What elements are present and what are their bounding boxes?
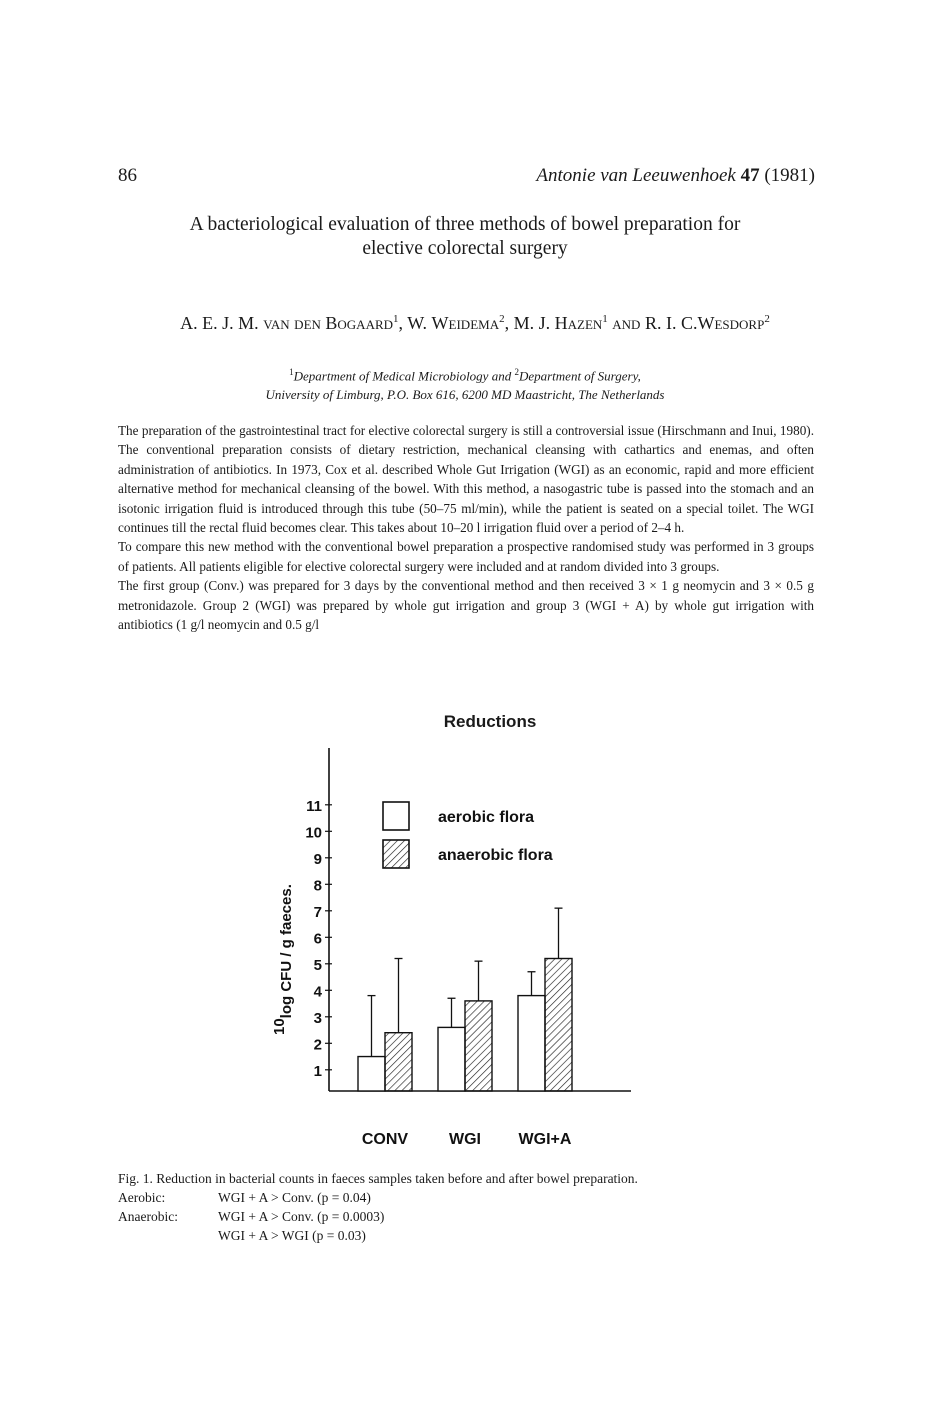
- legend-swatch-0: [383, 802, 409, 830]
- article-title: [120, 213, 810, 261]
- running-head: [536, 165, 815, 187]
- author-2: W. Weidema$^2$: [407, 313, 505, 333]
- title-line-2: elective colorectal surgery: [362, 238, 568, 259]
- stat-row-anaerobic-2: WGI + A > WGI (p = 0.03): [218, 1228, 366, 1243]
- bar-anaerobic-wgiplusa: [545, 959, 572, 1092]
- y-tick-label: 6: [313, 930, 322, 948]
- author-4: R. I. C.Wesdorp$^2$: [644, 313, 770, 333]
- y-tick-label: 4: [313, 983, 322, 1001]
- y-tick-label: 5: [313, 956, 322, 974]
- affiliation-line-1: $^1$Department of Medical Microbiology and $^2$Department of Surgery,: [289, 367, 641, 384]
- x-category-label: CONV: [361, 1131, 409, 1148]
- stat-row-anaerobic: Anaerobic: WGI + A > Conv. (p = 0.0003): [118, 1209, 385, 1224]
- author-list: A. E. J. M. van den Bogaard$^1$, W. Weidema$^2$, M. J. Hazen$^1$ and R. I. C.Wesdorp$^2$: [180, 313, 770, 333]
- bar-aerobic-wgiplusa: [518, 996, 545, 1091]
- author-1: A. E. J. M. van den Bogaard$^1$: [180, 313, 399, 333]
- stat-row-aerobic: Aerobic: WGI + A > Conv. (p = 0.04): [118, 1190, 371, 1205]
- y-tick-label: 10: [305, 824, 322, 842]
- journal-volume: 47: [740, 165, 760, 186]
- reductions-bar-chart: [250, 740, 670, 1160]
- y-tick-label: 1: [313, 1062, 322, 1080]
- paragraph-1: The preparation of the gastrointestinal tract for elective colorectal surgery is still a controversial issue (Hirschmann and Inui, 1980). The conventional preparation consists of dietary restriction, mechanical cleansing with cathartics and enemas, and often administration of antibiotics. In 1973, Cox et al. described Whole Gut Irrigation (WGI) as an economic, rapid and more efficient alternative method for mechanical cleansing of the bowel. With this method, a nasogastric tube is passed into the stomach and an isotonic irrigation fluid is introduced through this tube (50–75 ml/min), while the patient is seated on a special toilet. The WGI continues till the rectal fluid becomes clear. This takes about 10–20 l irrigation fluid over a period of 2–4 h.: [118, 423, 814, 536]
- y-axis-label: 10log CFU / g faeces.: [271, 884, 295, 1035]
- bar-anaerobic-conv: [385, 1033, 412, 1091]
- bar-anaerobic-wgi: [465, 1001, 492, 1091]
- journal-name: Antonie van Leeuwenhoek: [536, 165, 736, 186]
- x-category-label: WGI: [449, 1131, 481, 1148]
- chart-title: Reductions: [443, 712, 537, 731]
- y-tick-label: 7: [313, 903, 322, 921]
- y-tick-label: 2: [313, 1036, 322, 1054]
- y-tick-label: 3: [313, 1009, 322, 1027]
- title-line-1: A bacteriological evaluation of three methods of bowel preparation for: [189, 214, 741, 235]
- caption-text: Fig. 1. Reduction in bacterial counts in faeces samples taken before and after bowel preparation.: [118, 1171, 638, 1186]
- affiliations: [120, 363, 810, 404]
- figure-caption: [118, 1169, 818, 1245]
- x-category-label: WGI+A: [518, 1131, 572, 1148]
- legend-label-1: anaerobic flora: [438, 847, 553, 864]
- paragraph-2: To compare this new method with the conventional bowel preparation a prospective randomised study was performed in 3 groups of patients. All patients eligible for elective colorectal surgery were included and at random divided into 3 groups.: [118, 539, 814, 574]
- legend-label-0: aerobic flora: [438, 809, 535, 826]
- y-tick-label: 9: [313, 850, 322, 868]
- y-tick-label: 8: [313, 877, 322, 895]
- affiliation-line-2: University of Limburg, P.O. Box 616, 6200 MD Maastricht, The Netherlands: [265, 387, 665, 403]
- y-tick-label: 11: [306, 797, 322, 815]
- paragraph-3: The first group (Conv.) was prepared for 3 days by the conventional method and then received 3 × 1 g neomycin and 3 × 0.5 g metronidazole. Group 2 (WGI) was prepared by whole gut irrigation and group 3 (WGI + A) by whole gut irrigation with antibiotics (1 g/l neomycin and 0.5 g/l: [118, 578, 814, 633]
- author-3: M. J. Hazen$^1$: [513, 313, 608, 333]
- page-number: 86: [118, 165, 137, 186]
- bar-aerobic-wgi: [438, 1027, 465, 1091]
- body-text: [118, 421, 814, 634]
- bar-aerobic-conv: [358, 1057, 385, 1091]
- legend-swatch-1: [383, 840, 409, 868]
- journal-year: (1981): [764, 165, 815, 186]
